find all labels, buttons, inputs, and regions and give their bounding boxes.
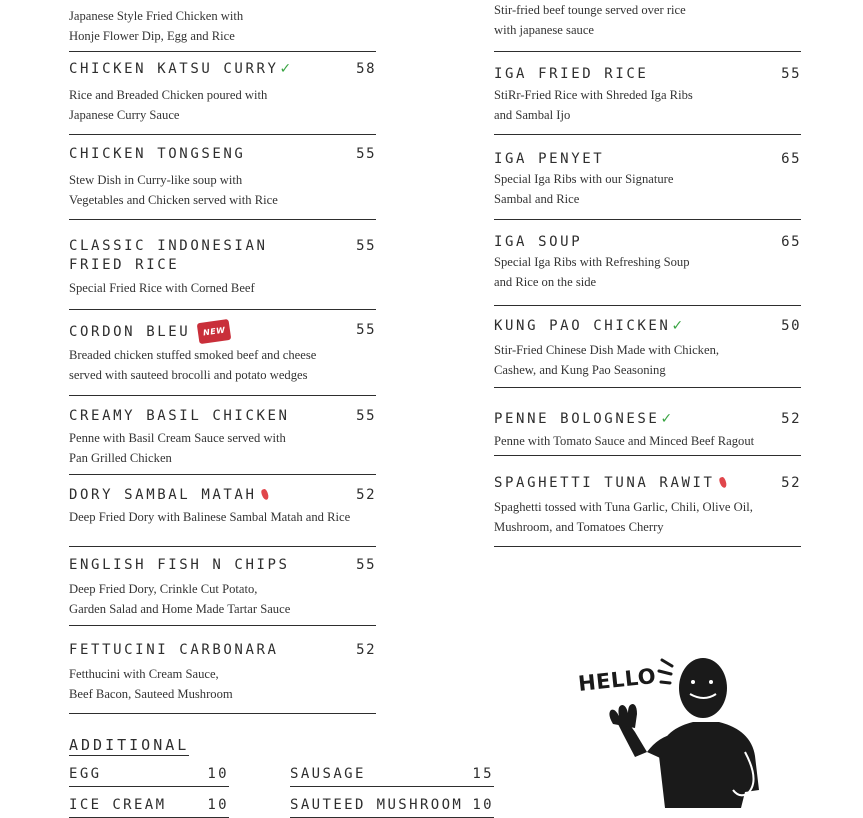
menu-item-name: IGA FRIED RICE — [494, 66, 649, 82]
recommended-check-icon: ✓ — [279, 61, 292, 77]
recommended-check-icon: ✓ — [660, 411, 673, 427]
additional-item-price: 10 — [472, 797, 494, 813]
additional-item-price: 10 — [207, 766, 229, 782]
menu-item-price: 52 — [781, 411, 801, 427]
additional-item — [69, 766, 229, 787]
menu-item — [69, 641, 376, 714]
new-badge: NEW — [197, 319, 232, 344]
menu-item-name: CLASSIC INDONESIAN FRIED RICE — [69, 238, 268, 273]
menu-item — [494, 317, 801, 388]
menu-item-name: KUNG PAO CHICKEN✓ — [494, 318, 684, 334]
menu-item-price: 55 — [356, 557, 376, 573]
menu-item-description: Penne with Tomato Sauce and Minced Beef Ragout — [494, 434, 755, 448]
menu-item-name: IGA PENYET — [494, 151, 605, 167]
menu-item-name: CHICKEN KATSU CURRY✓ — [69, 61, 292, 77]
menu-item-price: 52 — [356, 642, 376, 658]
additional-item — [290, 766, 494, 787]
additional-item-price: 10 — [207, 797, 229, 813]
menu-item-name: FETTUCINI CARBONARA — [69, 642, 279, 658]
menu-item-description: StiRr-Fried Rice with Shreded Iga Ribs and Sambal Ijo — [494, 88, 693, 122]
menu-item-description: Rice and Breaded Chicken poured with Japanese Curry Sauce — [69, 88, 268, 122]
menu-item-description: Stew Dish in Curry-like soup with Vegetables and Chicken served with Rice — [69, 173, 278, 207]
menu-item-price: 55 — [356, 408, 376, 424]
menu-item-price: 55 — [356, 322, 376, 338]
menu-item-name: ENGLISH FISH N CHIPS — [69, 557, 290, 573]
menu-item — [69, 556, 376, 626]
menu-item — [494, 233, 801, 306]
menu-item-price: 50 — [781, 318, 801, 334]
spicy-chili-icon — [260, 488, 269, 500]
menu-item-price: 65 — [781, 234, 801, 250]
menu-item-description: Japanese Style Fried Chicken with Honje Flower Dip, Egg and Rice — [69, 9, 244, 43]
menu-item-name: IGA SOUP — [494, 234, 583, 250]
waving-person-icon — [595, 652, 785, 808]
menu-item-price: 55 — [356, 146, 376, 162]
menu-item-price: 52 — [356, 487, 376, 503]
menu-item-description: Breaded chicken stuffed smoked beef and cheese served with sauteed brocolli and potato wedges — [69, 348, 317, 382]
menu-item — [69, 60, 376, 135]
menu-item-description: Penne with Basil Cream Sauce served with Pan Grilled Chicken — [69, 431, 286, 465]
menu-item-description: Deep Fried Dory with Balinese Sambal Matah and Rice — [69, 510, 351, 524]
menu-item-description: Stir-fried beef tounge served over rice with japanese sauce — [494, 3, 686, 37]
menu-item-description: Deep Fried Dory, Crinkle Cut Potato, Garden Salad and Home Made Tartar Sauce — [69, 582, 291, 616]
additional-item-name: SAUSAGE — [290, 766, 366, 782]
menu-item — [494, 0, 801, 52]
menu-item-name: DORY SAMBAL MATAH — [69, 486, 268, 505]
additional-item-price: 15 — [472, 766, 494, 782]
hello-text: HELLO — [576, 663, 658, 697]
menu-item-name: SPAGHETTI TUNA RAWIT — [494, 474, 726, 493]
menu-item-description: Fetthucini with Cream Sauce, Beef Bacon, Sauteed Mushroom — [69, 667, 233, 701]
additional-item-name: EGG — [69, 766, 102, 782]
recommended-check-icon: ✓ — [671, 318, 684, 334]
additional-title: ADDITIONAL — [69, 736, 190, 754]
additional-item-name: SAUTEED MUSHROOM — [290, 797, 464, 813]
menu-item-name: CORDON BLEU NEW — [69, 321, 231, 342]
menu-item-description: Special Fried Rice with Corned Beef — [69, 281, 255, 295]
menu-item — [494, 410, 801, 456]
menu-item — [69, 237, 376, 310]
menu-item — [69, 407, 376, 475]
menu-item-price: 65 — [781, 151, 801, 167]
menu-item-price: 55 — [781, 66, 801, 82]
menu-item — [69, 321, 376, 396]
menu-item — [69, 145, 376, 220]
menu-item-price: 58 — [356, 61, 376, 77]
spicy-chili-icon — [718, 476, 727, 488]
menu-item-name: CREAMY BASIL CHICKEN — [69, 408, 290, 424]
menu-item-price: 52 — [781, 475, 801, 491]
menu-item — [69, 486, 376, 547]
menu-item — [494, 150, 801, 220]
menu-item-description: Stir-Fried Chinese Dish Made with Chicken, Cashew, and Kung Pao Seasoning — [494, 343, 720, 377]
menu-item — [69, 0, 376, 52]
menu-item-name: PENNE BOLOGNESE✓ — [494, 411, 673, 427]
menu-item-description: Special Iga Ribs with Refreshing Soup and Rice on the side — [494, 255, 690, 289]
menu-item — [494, 65, 801, 135]
menu-item-description: Spaghetti tossed with Tuna Garlic, Chili, Olive Oil, Mushroom, and Tomatoes Cherry — [494, 500, 753, 534]
menu-item — [494, 474, 801, 547]
menu-item-name: CHICKEN TONGSENG — [69, 146, 246, 162]
menu-item-description: Special Iga Ribs with our Signature Sambal and Rice — [494, 172, 674, 206]
menu-item-price: 55 — [356, 238, 376, 254]
additional-item-name: ICE CREAM — [69, 797, 167, 813]
